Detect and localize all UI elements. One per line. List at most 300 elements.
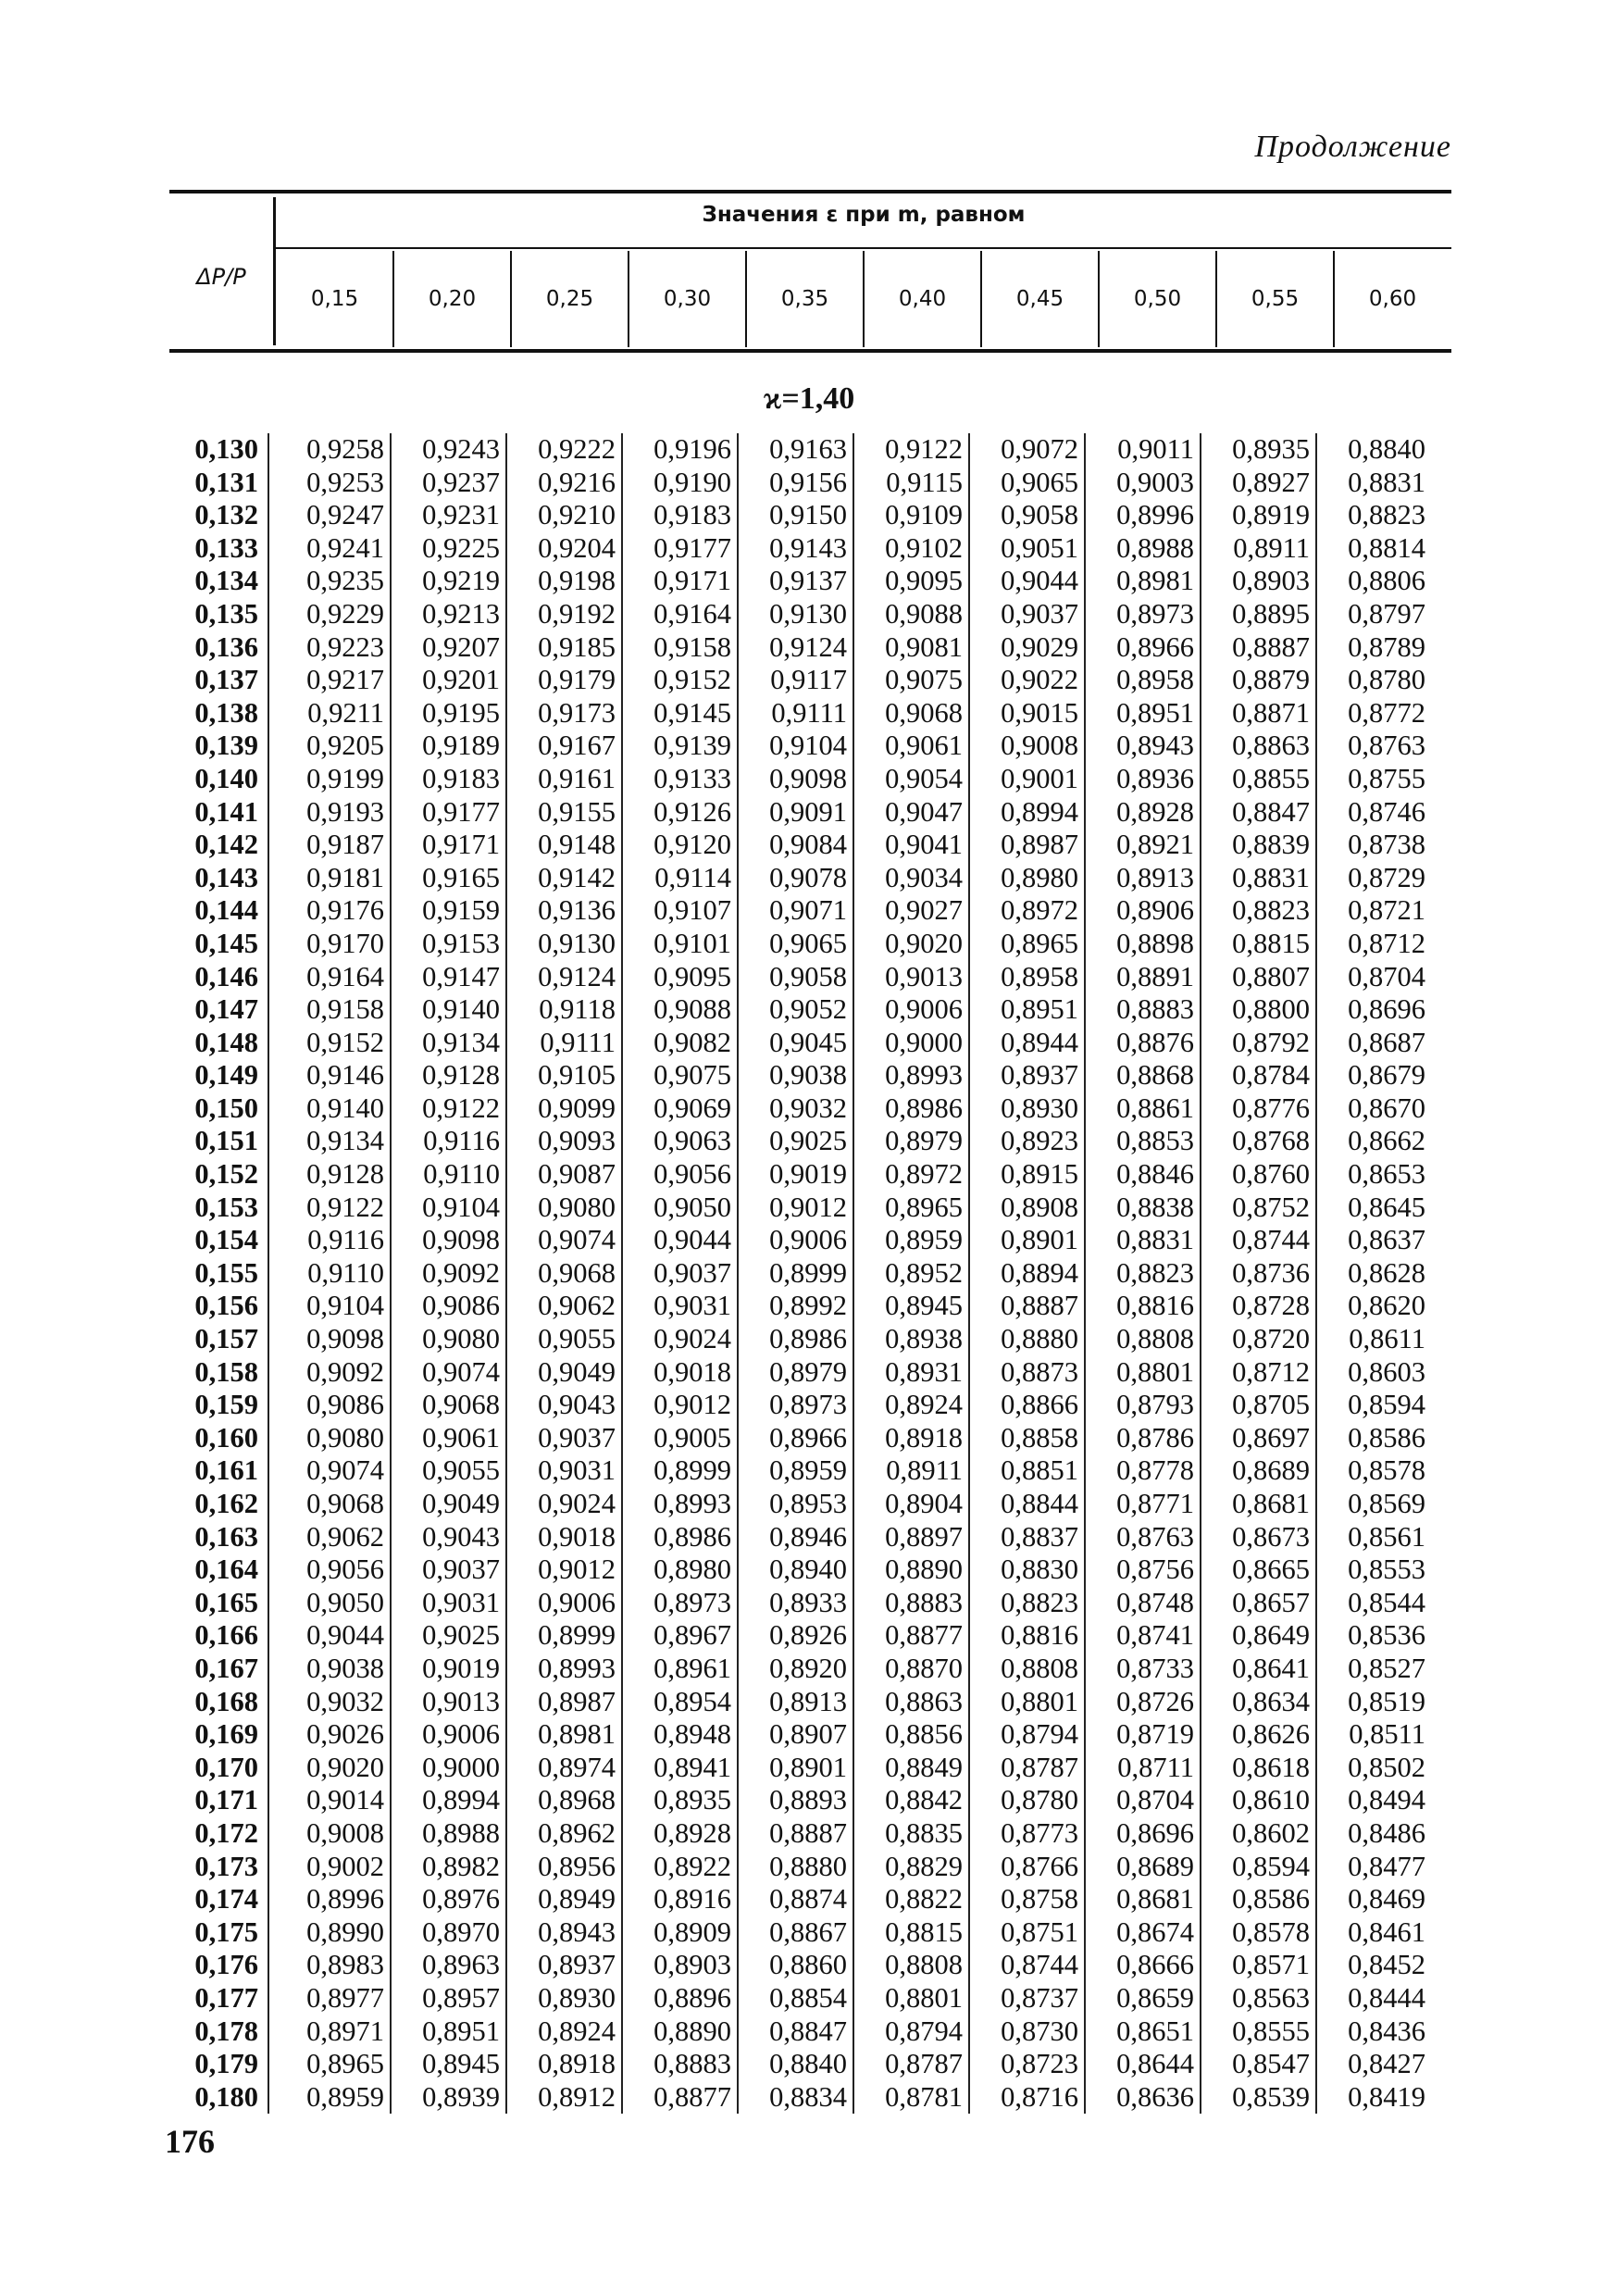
row-key-cell: 0,141 bbox=[194, 795, 258, 828]
value-cell: 0,9235 bbox=[268, 565, 391, 598]
column-header: 0,50 bbox=[1133, 287, 1182, 311]
value-cell: 0,9005 bbox=[622, 1422, 738, 1455]
value-cell: 0,8908 bbox=[969, 1192, 1085, 1225]
value-cell: 0,8842 bbox=[853, 1784, 969, 1817]
row-key-cell: 0,136 bbox=[194, 630, 258, 663]
value-cell: 0,9243 bbox=[391, 433, 506, 467]
value-cell: 0,9019 bbox=[391, 1653, 506, 1686]
value-cell: 0,8547 bbox=[1201, 2048, 1316, 2081]
value-cell: 0,8469 bbox=[1316, 1883, 1431, 1916]
table-row bbox=[169, 763, 1431, 796]
value-cell: 0,9193 bbox=[268, 796, 391, 830]
value-cell: 0,9117 bbox=[738, 664, 853, 697]
value-cell: 0,8603 bbox=[1316, 1356, 1431, 1390]
value-cell: 0,9008 bbox=[969, 730, 1085, 763]
value-cell: 0,9139 bbox=[622, 730, 738, 763]
row-key-cell: 0,172 bbox=[194, 1816, 258, 1849]
value-cell: 0,8890 bbox=[622, 2015, 738, 2049]
value-cell: 0,8823 bbox=[1201, 894, 1316, 928]
value-cell: 0,9037 bbox=[622, 1257, 738, 1291]
value-cell: 0,8959 bbox=[853, 1224, 969, 1257]
value-cell: 0,8768 bbox=[1201, 1125, 1316, 1158]
value-cell: 0,8903 bbox=[1201, 565, 1316, 598]
value-cell: 0,9223 bbox=[268, 631, 391, 665]
page-number: 176 bbox=[165, 2123, 215, 2160]
value-cell: 0,8928 bbox=[1085, 796, 1201, 830]
row-key-cell: 0,130 bbox=[194, 433, 258, 465]
value-cell: 0,9111 bbox=[506, 1027, 622, 1060]
value-cell: 0,8913 bbox=[1085, 862, 1201, 895]
value-cell: 0,9044 bbox=[622, 1224, 738, 1257]
value-cell: 0,8689 bbox=[1201, 1454, 1316, 1488]
value-cell: 0,9003 bbox=[1085, 467, 1201, 500]
value-cell: 0,9253 bbox=[268, 467, 391, 500]
row-key-cell: 0,158 bbox=[194, 1355, 258, 1388]
column-group-rule bbox=[276, 247, 1451, 249]
value-cell: 0,8721 bbox=[1316, 894, 1431, 928]
value-cell: 0,9110 bbox=[268, 1257, 391, 1291]
value-cell: 0,9037 bbox=[391, 1554, 506, 1587]
value-cell: 0,9161 bbox=[506, 763, 622, 796]
value-cell: 0,8594 bbox=[1316, 1389, 1431, 1422]
value-cell: 0,9019 bbox=[738, 1158, 853, 1192]
value-cell: 0,9018 bbox=[506, 1521, 622, 1554]
value-cell: 0,9029 bbox=[969, 631, 1085, 665]
value-cell: 0,8748 bbox=[1085, 1587, 1201, 1620]
value-cell: 0,8972 bbox=[969, 894, 1085, 928]
value-cell: 0,9170 bbox=[268, 928, 391, 961]
value-cell: 0,8938 bbox=[853, 1323, 969, 1356]
column-header: 0,25 bbox=[545, 287, 594, 311]
row-key-cell: 0,146 bbox=[194, 960, 258, 992]
row-key-cell: 0,152 bbox=[194, 1158, 258, 1191]
continuation-label: Продолжение bbox=[1254, 130, 1451, 164]
value-cell: 0,8681 bbox=[1085, 1883, 1201, 1916]
value-cell: 0,8793 bbox=[1085, 1389, 1201, 1422]
value-cell: 0,9012 bbox=[506, 1554, 622, 1587]
value-cell: 0,8838 bbox=[1085, 1192, 1201, 1225]
value-cell: 0,8866 bbox=[969, 1389, 1085, 1422]
column-group-title: Значения ε при m, равном bbox=[702, 203, 1026, 227]
value-cell: 0,8704 bbox=[1316, 961, 1431, 994]
value-cell: 0,8780 bbox=[969, 1784, 1085, 1817]
value-cell: 0,8928 bbox=[622, 1817, 738, 1851]
table-row bbox=[169, 961, 1431, 994]
value-cell: 0,9038 bbox=[738, 1059, 853, 1092]
row-key-cell: 0,177 bbox=[194, 1981, 258, 2014]
value-cell: 0,8636 bbox=[1085, 2081, 1201, 2115]
value-cell: 0,9110 bbox=[391, 1158, 506, 1192]
value-cell: 0,9002 bbox=[268, 1851, 391, 1884]
value-cell: 0,8781 bbox=[853, 2081, 969, 2115]
value-cell: 0,8758 bbox=[969, 1883, 1085, 1916]
value-cell: 0,9167 bbox=[506, 730, 622, 763]
value-cell: 0,8940 bbox=[738, 1554, 853, 1587]
value-cell: 0,9164 bbox=[268, 961, 391, 994]
value-cell: 0,8814 bbox=[1316, 532, 1431, 566]
table-row bbox=[169, 2081, 1431, 2115]
table-row bbox=[169, 1224, 1431, 1257]
value-cell: 0,8893 bbox=[738, 1784, 853, 1817]
value-cell: 0,8966 bbox=[1085, 631, 1201, 665]
value-cell: 0,9098 bbox=[391, 1224, 506, 1257]
value-cell: 0,8752 bbox=[1201, 1192, 1316, 1225]
value-cell: 0,8586 bbox=[1316, 1422, 1431, 1455]
value-cell: 0,8784 bbox=[1201, 1059, 1316, 1092]
value-cell: 0,8637 bbox=[1316, 1224, 1431, 1257]
value-cell: 0,9124 bbox=[738, 631, 853, 665]
value-cell: 0,8771 bbox=[1085, 1488, 1201, 1521]
value-cell: 0,9043 bbox=[391, 1521, 506, 1554]
value-cell: 0,8924 bbox=[506, 2015, 622, 2049]
table-row bbox=[169, 1784, 1431, 1817]
value-cell: 0,8879 bbox=[1201, 664, 1316, 697]
value-cell: 0,8808 bbox=[853, 1949, 969, 1982]
row-key-cell: 0,167 bbox=[194, 1652, 258, 1684]
value-cell: 0,8935 bbox=[1201, 433, 1316, 467]
value-cell: 0,9050 bbox=[268, 1587, 391, 1620]
value-cell: 0,9213 bbox=[391, 598, 506, 631]
value-cell: 0,8634 bbox=[1201, 1686, 1316, 1719]
value-cell: 0,9062 bbox=[506, 1290, 622, 1323]
value-cell: 0,9068 bbox=[268, 1488, 391, 1521]
value-cell: 0,9011 bbox=[1085, 433, 1201, 467]
value-cell: 0,9140 bbox=[268, 1092, 391, 1126]
value-cell: 0,9153 bbox=[391, 928, 506, 961]
value-cell: 0,8880 bbox=[738, 1851, 853, 1884]
value-cell: 0,8887 bbox=[738, 1817, 853, 1851]
value-cell: 0,9145 bbox=[622, 697, 738, 730]
value-cell: 0,9207 bbox=[391, 631, 506, 665]
value-cell: 0,8904 bbox=[853, 1488, 969, 1521]
value-cell: 0,8835 bbox=[853, 1817, 969, 1851]
table-row bbox=[169, 1192, 1431, 1225]
value-cell: 0,9071 bbox=[738, 894, 853, 928]
value-cell: 0,8666 bbox=[1085, 1949, 1201, 1982]
table-row bbox=[169, 433, 1431, 467]
value-cell: 0,8951 bbox=[969, 993, 1085, 1027]
value-cell: 0,8981 bbox=[506, 1718, 622, 1752]
value-cell: 0,8961 bbox=[622, 1653, 738, 1686]
value-cell: 0,9065 bbox=[969, 467, 1085, 500]
value-cell: 0,9163 bbox=[738, 433, 853, 467]
row-key-cell: 0,147 bbox=[194, 993, 258, 1026]
value-cell: 0,9219 bbox=[391, 565, 506, 598]
value-cell: 0,9031 bbox=[506, 1454, 622, 1488]
value-cell: 0,9022 bbox=[969, 664, 1085, 697]
table-row bbox=[169, 1817, 1431, 1851]
table-row bbox=[169, 664, 1431, 697]
table-row bbox=[169, 1059, 1431, 1092]
value-cell: 0,9177 bbox=[391, 796, 506, 830]
value-cell: 0,8877 bbox=[622, 2081, 738, 2115]
value-cell: 0,8578 bbox=[1201, 1916, 1316, 1950]
value-cell: 0,8831 bbox=[1201, 862, 1316, 895]
table-row bbox=[169, 1158, 1431, 1192]
value-cell: 0,8973 bbox=[738, 1389, 853, 1422]
value-cell: 0,8922 bbox=[622, 1851, 738, 1884]
value-cell: 0,8807 bbox=[1201, 961, 1316, 994]
value-cell: 0,9068 bbox=[853, 697, 969, 730]
value-cell: 0,8436 bbox=[1316, 2015, 1431, 2049]
value-cell: 0,8931 bbox=[853, 1356, 969, 1390]
column-divider bbox=[510, 251, 512, 347]
column-divider bbox=[1333, 251, 1335, 347]
value-cell: 0,9192 bbox=[506, 598, 622, 631]
value-cell: 0,9044 bbox=[969, 565, 1085, 598]
table-row bbox=[169, 1653, 1431, 1686]
table-row bbox=[169, 1125, 1431, 1158]
value-cell: 0,8419 bbox=[1316, 2081, 1431, 2115]
value-cell: 0,9069 bbox=[622, 1092, 738, 1126]
value-cell: 0,9000 bbox=[391, 1752, 506, 1785]
value-cell: 0,9177 bbox=[622, 532, 738, 566]
value-cell: 0,8486 bbox=[1316, 1817, 1431, 1851]
value-cell: 0,8712 bbox=[1201, 1356, 1316, 1390]
value-cell: 0,8670 bbox=[1316, 1092, 1431, 1126]
value-cell: 0,9086 bbox=[391, 1290, 506, 1323]
value-cell: 0,8808 bbox=[969, 1653, 1085, 1686]
value-cell: 0,9231 bbox=[391, 499, 506, 532]
row-key-cell: 0,163 bbox=[194, 1520, 258, 1553]
value-cell: 0,8689 bbox=[1085, 1851, 1201, 1884]
row-key-cell: 0,180 bbox=[194, 2080, 258, 2113]
value-cell: 0,9211 bbox=[268, 697, 391, 730]
value-cell: 0,8993 bbox=[853, 1059, 969, 1092]
value-cell: 0,9092 bbox=[391, 1257, 506, 1291]
value-cell: 0,9134 bbox=[268, 1125, 391, 1158]
value-cell: 0,8890 bbox=[853, 1554, 969, 1587]
table-row bbox=[169, 532, 1431, 566]
value-cell: 0,9006 bbox=[738, 1224, 853, 1257]
value-cell: 0,8730 bbox=[969, 2015, 1085, 2049]
value-cell: 0,8951 bbox=[1085, 697, 1201, 730]
value-cell: 0,8816 bbox=[1085, 1290, 1201, 1323]
value-cell: 0,9134 bbox=[391, 1027, 506, 1060]
value-cell: 0,9122 bbox=[853, 433, 969, 467]
value-cell: 0,8563 bbox=[1201, 1982, 1316, 2015]
value-cell: 0,8951 bbox=[391, 2015, 506, 2049]
value-cell: 0,8822 bbox=[853, 1883, 969, 1916]
value-cell: 0,8891 bbox=[1085, 961, 1201, 994]
row-key-cell: 0,162 bbox=[194, 1488, 258, 1519]
value-cell: 0,8939 bbox=[391, 2081, 506, 2115]
value-cell: 0,9128 bbox=[268, 1158, 391, 1192]
value-cell: 0,8477 bbox=[1316, 1851, 1431, 1884]
value-cell: 0,9001 bbox=[969, 763, 1085, 796]
row-key-cell: 0,132 bbox=[194, 499, 258, 531]
value-cell: 0,8957 bbox=[391, 1982, 506, 2015]
value-cell: 0,8920 bbox=[738, 1653, 853, 1686]
value-cell: 0,8936 bbox=[1085, 763, 1201, 796]
table-row bbox=[169, 1454, 1431, 1488]
value-cell: 0,9140 bbox=[391, 993, 506, 1027]
value-cell: 0,9084 bbox=[738, 829, 853, 862]
value-cell: 0,9061 bbox=[853, 730, 969, 763]
row-key-cell: 0,156 bbox=[194, 1290, 258, 1322]
header-top-rule bbox=[169, 190, 1451, 193]
value-cell: 0,8834 bbox=[738, 2081, 853, 2115]
row-key-cell: 0,145 bbox=[194, 927, 258, 959]
value-cell: 0,9258 bbox=[268, 433, 391, 467]
value-cell: 0,8665 bbox=[1201, 1554, 1316, 1587]
table-row bbox=[169, 1851, 1431, 1884]
row-key-cell: 0,175 bbox=[194, 1915, 258, 1948]
value-cell: 0,8830 bbox=[969, 1554, 1085, 1587]
value-cell: 0,8988 bbox=[391, 1817, 506, 1851]
value-cell: 0,9037 bbox=[969, 598, 1085, 631]
value-cell: 0,9237 bbox=[391, 467, 506, 500]
value-cell: 0,9116 bbox=[268, 1224, 391, 1257]
row-key-cell: 0,174 bbox=[194, 1883, 258, 1915]
value-cell: 0,8697 bbox=[1201, 1422, 1316, 1455]
value-cell: 0,9171 bbox=[622, 565, 738, 598]
value-cell: 0,9137 bbox=[738, 565, 853, 598]
value-cell: 0,8937 bbox=[506, 1949, 622, 1982]
value-cell: 0,9055 bbox=[506, 1323, 622, 1356]
value-cell: 0,8628 bbox=[1316, 1257, 1431, 1291]
table-row bbox=[169, 993, 1431, 1027]
value-cell: 0,9217 bbox=[268, 664, 391, 697]
row-key-cell: 0,149 bbox=[194, 1059, 258, 1092]
value-cell: 0,9078 bbox=[738, 862, 853, 895]
value-cell: 0,8763 bbox=[1316, 730, 1431, 763]
value-cell: 0,8553 bbox=[1316, 1554, 1431, 1587]
row-key-cell: 0,144 bbox=[194, 894, 258, 927]
value-cell: 0,9095 bbox=[622, 961, 738, 994]
column-header: 0,15 bbox=[310, 287, 359, 311]
value-cell: 0,9201 bbox=[391, 664, 506, 697]
value-cell: 0,9038 bbox=[268, 1653, 391, 1686]
value-cell: 0,8986 bbox=[853, 1092, 969, 1126]
value-cell: 0,8907 bbox=[738, 1718, 853, 1752]
row-key-cell: 0,154 bbox=[194, 1224, 258, 1256]
table-row bbox=[169, 467, 1431, 500]
value-cell: 0,8823 bbox=[1316, 499, 1431, 532]
value-cell: 0,8662 bbox=[1316, 1125, 1431, 1158]
row-key-cell: 0,165 bbox=[194, 1586, 258, 1618]
row-key-cell: 0,139 bbox=[194, 730, 258, 762]
value-cell: 0,8883 bbox=[622, 2048, 738, 2081]
value-cell: 0,8952 bbox=[853, 1257, 969, 1291]
value-cell: 0,9195 bbox=[391, 697, 506, 730]
value-cell: 0,8880 bbox=[969, 1323, 1085, 1356]
value-cell: 0,9012 bbox=[738, 1192, 853, 1225]
table-row bbox=[169, 1092, 1431, 1126]
value-cell: 0,8561 bbox=[1316, 1521, 1431, 1554]
row-key-cell: 0,135 bbox=[194, 597, 258, 630]
row-key-cell: 0,131 bbox=[194, 466, 258, 498]
value-cell: 0,9082 bbox=[622, 1027, 738, 1060]
value-cell: 0,8723 bbox=[969, 2048, 1085, 2081]
value-cell: 0,8860 bbox=[738, 1949, 853, 1982]
value-cell: 0,8874 bbox=[738, 1883, 853, 1916]
value-cell: 0,8921 bbox=[1085, 829, 1201, 862]
value-cell: 0,9068 bbox=[391, 1389, 506, 1422]
value-cell: 0,8965 bbox=[853, 1192, 969, 1225]
value-cell: 0,9152 bbox=[622, 664, 738, 697]
value-cell: 0,9189 bbox=[391, 730, 506, 763]
column-divider bbox=[863, 251, 865, 347]
value-cell: 0,8992 bbox=[738, 1290, 853, 1323]
value-cell: 0,8963 bbox=[391, 1949, 506, 1982]
table-row bbox=[169, 1883, 1431, 1916]
value-cell: 0,8923 bbox=[969, 1125, 1085, 1158]
table-row bbox=[169, 1752, 1431, 1785]
value-cell: 0,8945 bbox=[391, 2048, 506, 2081]
value-cell: 0,8924 bbox=[853, 1389, 969, 1422]
table-row bbox=[169, 730, 1431, 763]
value-cell: 0,8897 bbox=[853, 1521, 969, 1554]
value-cell: 0,8877 bbox=[853, 1619, 969, 1653]
value-cell: 0,8933 bbox=[738, 1587, 853, 1620]
value-cell: 0,9043 bbox=[506, 1389, 622, 1422]
value-cell: 0,8847 bbox=[1201, 796, 1316, 830]
value-cell: 0,9120 bbox=[622, 829, 738, 862]
value-cell: 0,9225 bbox=[391, 532, 506, 566]
table-row bbox=[169, 1257, 1431, 1291]
value-cell: 0,8894 bbox=[969, 1257, 1085, 1291]
row-key-cell: 0,134 bbox=[194, 565, 258, 597]
value-cell: 0,9105 bbox=[506, 1059, 622, 1092]
value-cell: 0,8704 bbox=[1085, 1784, 1201, 1817]
value-cell: 0,8958 bbox=[1085, 664, 1201, 697]
table-row bbox=[169, 1027, 1431, 1060]
value-cell: 0,8898 bbox=[1085, 928, 1201, 961]
value-cell: 0,8981 bbox=[1085, 565, 1201, 598]
value-cell: 0,8949 bbox=[506, 1883, 622, 1916]
value-cell: 0,9109 bbox=[853, 499, 969, 532]
value-cell: 0,8787 bbox=[853, 2048, 969, 2081]
table-row bbox=[169, 598, 1431, 631]
row-key-cell: 0,173 bbox=[194, 1850, 258, 1882]
value-cell: 0,8673 bbox=[1201, 1521, 1316, 1554]
value-cell: 0,9049 bbox=[391, 1488, 506, 1521]
value-cell: 0,9013 bbox=[853, 961, 969, 994]
row-key-cell: 0,138 bbox=[194, 696, 258, 729]
value-cell: 0,8716 bbox=[969, 2081, 1085, 2115]
value-cell: 0,8544 bbox=[1316, 1587, 1431, 1620]
value-cell: 0,9080 bbox=[391, 1323, 506, 1356]
column-divider bbox=[980, 251, 982, 347]
value-cell: 0,8999 bbox=[738, 1257, 853, 1291]
value-cell: 0,9050 bbox=[622, 1192, 738, 1225]
section-label: ϰ=1,40 bbox=[763, 381, 855, 416]
value-cell: 0,9031 bbox=[622, 1290, 738, 1323]
value-cell: 0,8744 bbox=[969, 1949, 1085, 1982]
value-cell: 0,9093 bbox=[506, 1125, 622, 1158]
value-cell: 0,9199 bbox=[268, 763, 391, 796]
value-cell: 0,9183 bbox=[622, 499, 738, 532]
value-cell: 0,9025 bbox=[738, 1125, 853, 1158]
value-cell: 0,8909 bbox=[622, 1916, 738, 1950]
value-cell: 0,9006 bbox=[506, 1587, 622, 1620]
value-cell: 0,9080 bbox=[506, 1192, 622, 1225]
value-cell: 0,8800 bbox=[1201, 993, 1316, 1027]
value-cell: 0,8726 bbox=[1085, 1686, 1201, 1719]
table-row bbox=[169, 894, 1431, 928]
value-cell: 0,9181 bbox=[268, 862, 391, 895]
value-cell: 0,8919 bbox=[1201, 499, 1316, 532]
value-cell: 0,9130 bbox=[738, 598, 853, 631]
value-cell: 0,8794 bbox=[853, 2015, 969, 2049]
row-key-cell: 0,178 bbox=[194, 2015, 258, 2047]
value-cell: 0,9014 bbox=[268, 1784, 391, 1817]
value-cell: 0,8983 bbox=[268, 1949, 391, 1982]
value-cell: 0,8856 bbox=[853, 1718, 969, 1752]
row-key-cell: 0,133 bbox=[194, 531, 258, 564]
value-cell: 0,8829 bbox=[853, 1851, 969, 1884]
